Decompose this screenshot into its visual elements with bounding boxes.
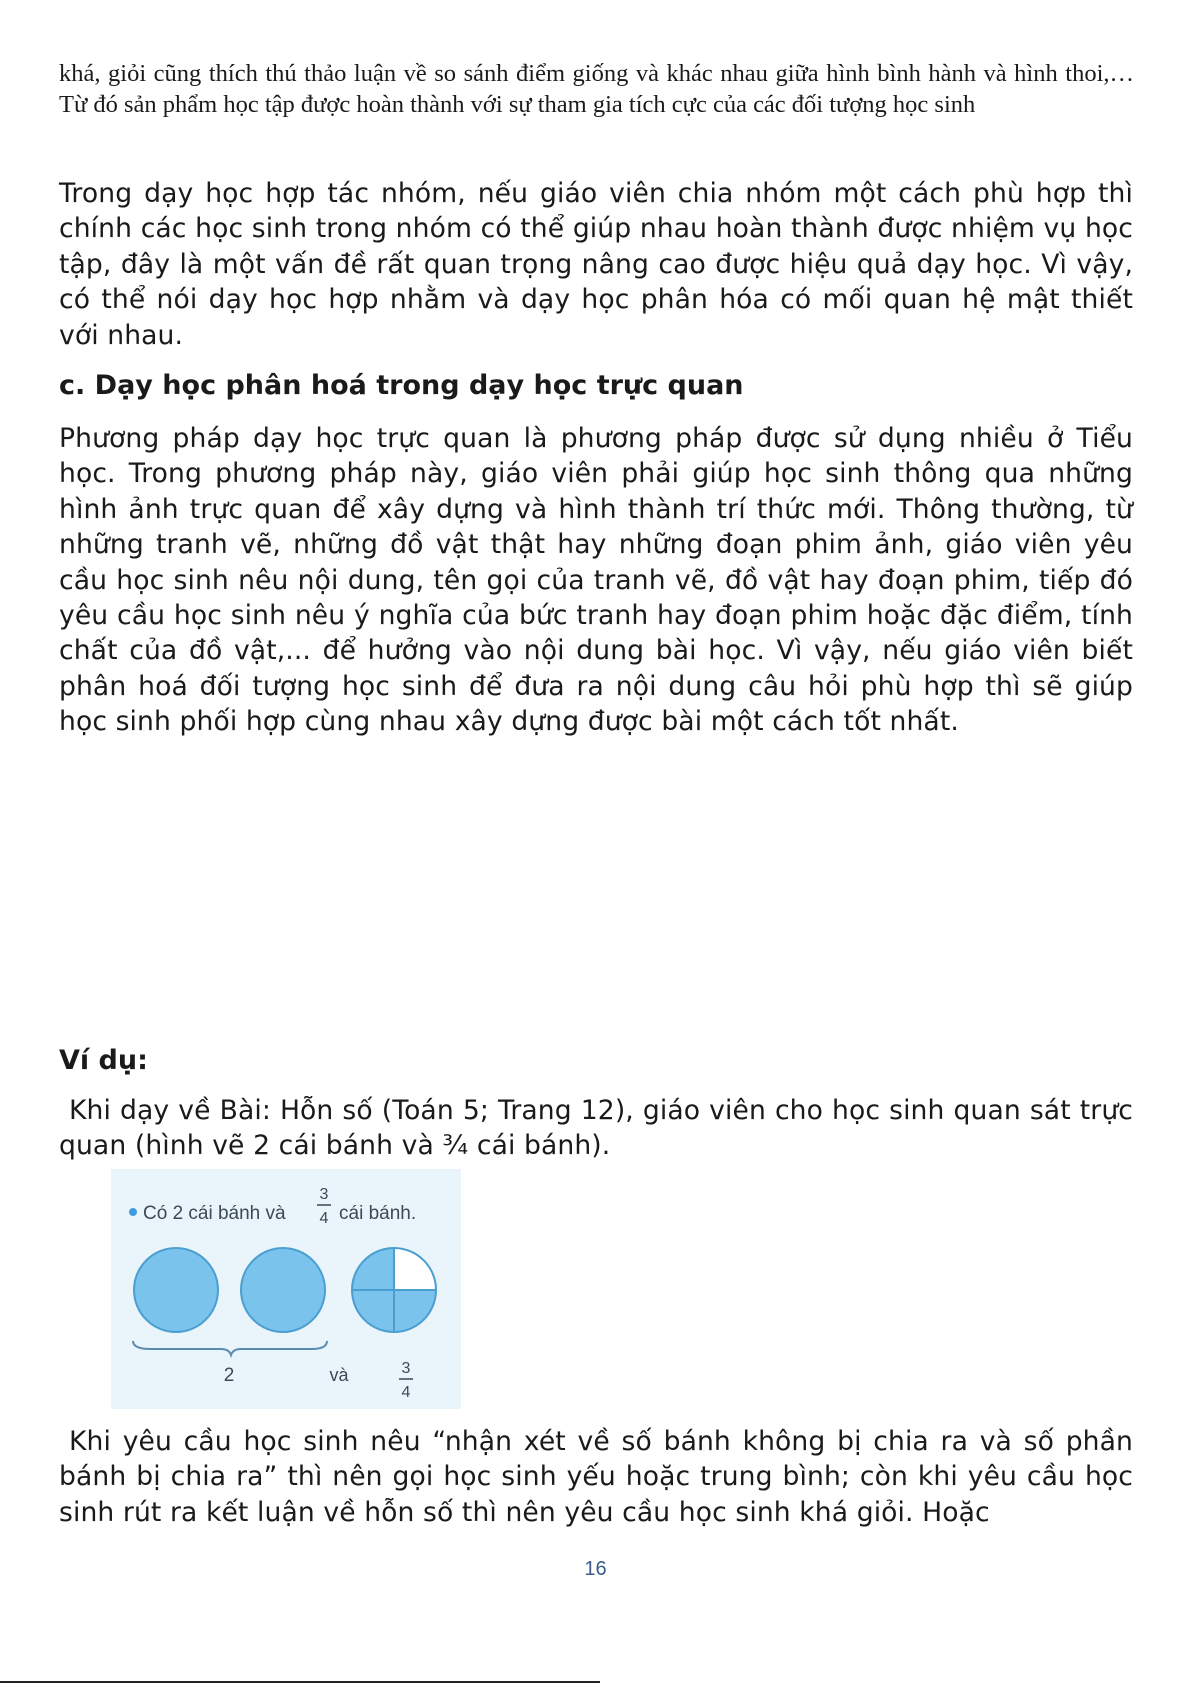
label-numerator: 3 — [401, 1360, 411, 1377]
group-teaching-paragraph: Trong dạy học hợp tác nhóm, nếu giáo viên chia nhóm một cách phù hợp thì chính các học sinh trong nhóm có thể giúp nhau hoàn thành được nhiệm vụ học tập, đây là một vấn đề rất quan trọng nâng cao được hiệu quả dạy học. Vì vậy, có thể nói dạy học hợp nhằm và dạy học phân hóa có mối quan hệ mật thiết với nhau. — [59, 178, 1133, 351]
caption-suffix: cái bánh. — [339, 1203, 417, 1224]
cake-illustration — [111, 1169, 461, 1409]
mixed-number-figure — [111, 1169, 461, 1409]
whole-cake-2 — [241, 1248, 325, 1332]
brace-icon — [133, 1341, 327, 1355]
page-number: 16 — [584, 1558, 607, 1580]
whole-cake-1 — [134, 1248, 218, 1332]
label-denominator: 4 — [401, 1384, 411, 1401]
example-heading: Ví dụ: — [59, 1045, 148, 1076]
student-question-paragraph: Khi yêu cầu học sinh nêu “nhận xét về số bánh không bị chia ra và số phần bánh bị chia ra” thì nên gọi học sinh yếu hoặc trung bình; còn khi yêu cầu học sinh rút ra kết luận về hỗn số thì nên yêu cầu học sinh khá giỏi. Hoặc — [59, 1426, 1133, 1528]
section-c-heading: c. Dạy học phân hoá trong dạy học trực quan — [59, 370, 744, 401]
label-whole: 2 — [223, 1365, 235, 1386]
bottom-divider — [0, 1681, 600, 1683]
caption-numerator: 3 — [319, 1186, 329, 1203]
intro-serif-paragraph: khá, giỏi cũng thích thú thảo luận về so sánh điểm giống và khác nhau giữa hình bình hành và hình thoi,… Từ đó sản phẩm học tập được hoàn thành với sự tham gia tích cực của các đối tượng học sinh — [59, 60, 1134, 118]
bullet-icon — [129, 1208, 137, 1216]
caption-prefix: Có 2 cái bánh và — [143, 1203, 286, 1224]
visual-method-paragraph: Phương pháp dạy học trực quan là phương pháp được sử dụng nhiều ở Tiểu học. Trong phương pháp này, giáo viên phải giúp học sinh thông qua những hình ảnh trực quan để xây dựng và hình thành trí thức mới. Thông thường, từ những tranh vẽ, những đồ vật thật hay những đoạn phim ảnh, giáo viên yêu cầu học sinh nêu nội dung, tên gọi của tranh vẽ, đồ vật hay đoạn phim, tiếp đó yêu cầu học sinh nêu ý nghĩa của bức tranh hay đoạn phim hoặc đặc điểm, tính chất của đồ vật,... để hưởng vào nội dung bài học. Vì vậy, nếu giáo viên biết phân hoá đối tượng học sinh để đưa ra nội dung câu hỏi phù hợp thì sẽ giúp học sinh phối hợp cùng nhau xây dựng được bài một cách tốt nhất. — [59, 423, 1133, 738]
example-intro-paragraph: Khi dạy về Bài: Hỗn số (Toán 5; Trang 12), giáo viên cho học sinh quan sát trực quan (hình vẽ 2 cái bánh và ¾ cái bánh). — [59, 1095, 1133, 1162]
label-and: và — [329, 1365, 349, 1385]
caption-denominator: 4 — [319, 1210, 329, 1227]
three-quarter-cake — [352, 1248, 436, 1332]
